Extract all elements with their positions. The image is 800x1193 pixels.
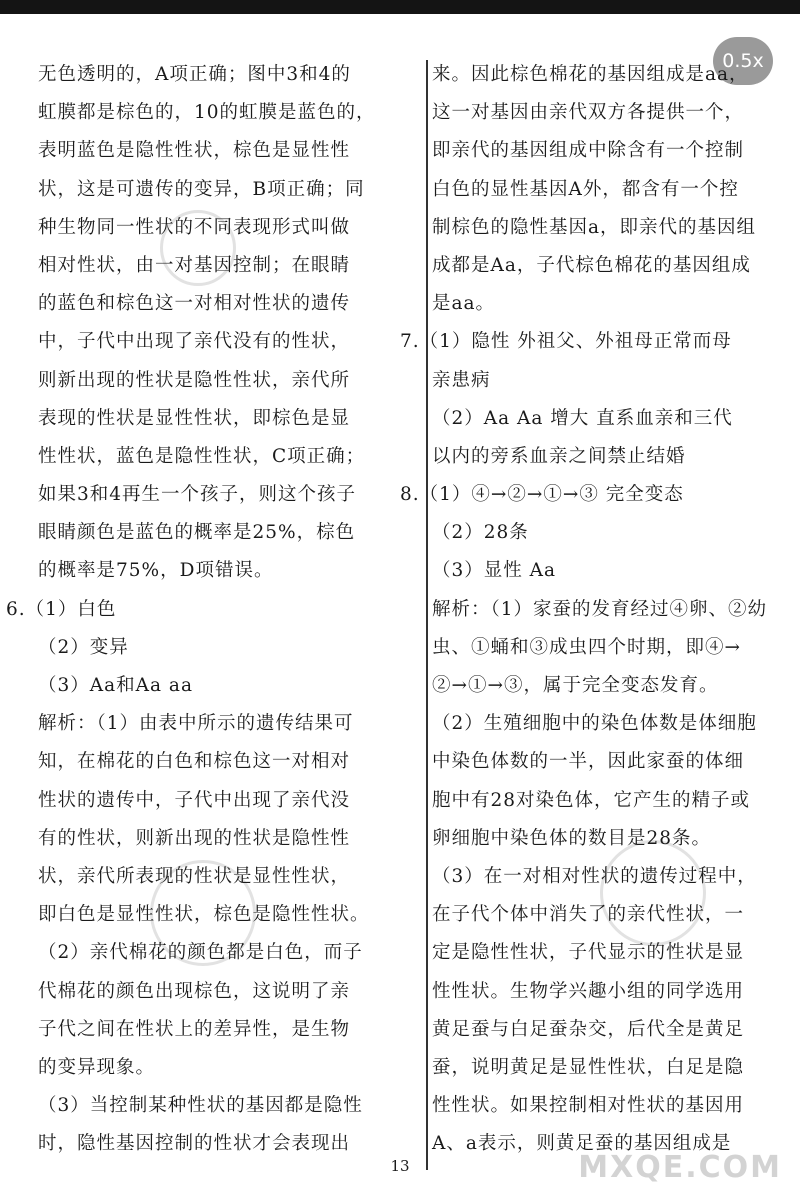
text-line: 则新出现的性状是隐性性状，亲代所 — [38, 369, 351, 391]
text-line: 状，这是可遗传的变异，B项正确；同 — [38, 178, 365, 200]
text-line: 的概率是75%，D项错误。 — [38, 560, 274, 582]
explanation-line: 解析：（1）家蚕的发育经过④卵、②幼 — [432, 598, 768, 620]
explanation-line: 胞中有28对染色体，它产生的精子或 — [432, 789, 751, 811]
text-line: 成都是Aa，子代棕色棉花的基因组成 — [432, 254, 751, 276]
explanation-line: ②→①→③，属于完全变态发育。 — [432, 675, 719, 696]
text-line: 的蓝色和棕色这一对相对性状的遗传 — [38, 293, 351, 315]
text-line: 如果3和4再生一个孩子，则这个孩子 — [38, 484, 357, 506]
question-8-answer-2: （2）28条 — [432, 522, 529, 544]
explanation-line: 知，在棉花的白色和棕色这一对相对 — [38, 751, 351, 773]
explanation-line: 定是隐性性状，子代显示的性状是显 — [432, 942, 745, 964]
text-line: 制棕色的隐性基因a，即亲代的基因组 — [432, 216, 757, 238]
text-line: 是aa。 — [432, 293, 496, 315]
text-line: 种生物同一性状的不同表现形式叫做 — [38, 216, 351, 238]
question-6-answer-3: （3）Aa和Aa aa — [38, 675, 193, 696]
left-column — [6, 56, 400, 1163]
explanation-line: 卵细胞中染色体的数目是28条。 — [432, 827, 712, 849]
explanation-line: A、a表示，则黄足蚕的基因组成是 — [432, 1133, 732, 1155]
text-line: 这一对基因由亲代双方各提供一个， — [432, 102, 745, 124]
explanation-line: （2）生殖细胞中的染色体数是体细胞 — [432, 713, 757, 735]
question-8-answer-1: 8.（1）④→②→①→③ 完全变态 — [400, 484, 684, 506]
text-line: 无色透明的，A项正确；图中3和4的 — [38, 64, 351, 85]
explanation-line: 有的性状，则新出现的性状是隐性性 — [38, 827, 351, 849]
text-line: 表现的性状是显性性状，即棕色是显 — [38, 407, 351, 429]
text-line: 以内的旁系血亲之间禁止结婚 — [432, 445, 686, 467]
explanation-line: 解析：（1）由表中所示的遗传结果可 — [38, 713, 354, 735]
question-6-answer-2: （2）变异 — [38, 636, 129, 658]
explanation-line: （3）当控制某种性状的基因都是隐性 — [38, 1095, 363, 1117]
explanation-line: （3）在一对相对性状的遗传过程中， — [432, 865, 757, 887]
question-7-answer-1: 7.（1）隐性 外祖父、外祖母正常而母 — [400, 331, 732, 353]
explanation-line: 代棉花的颜色出现棕色，这说明了亲 — [38, 980, 351, 1002]
explanation-line: 的变异现象。 — [38, 1056, 156, 1078]
explanation-line: 虫、①蛹和③成虫四个时期，即④→ — [432, 636, 742, 658]
text-line: 亲患病 — [432, 369, 491, 391]
question-7-answer-2: （2）Aa Aa 增大 直系血亲和三代 — [432, 407, 733, 429]
explanation-line: 性性状。生物学兴趣小组的同学选用 — [432, 980, 745, 1002]
explanation-line: 在子代个体中消失了的亲代性状，一 — [432, 904, 745, 926]
explanation-line: 中染色体数的一半，因此家蚕的体细 — [432, 751, 745, 773]
explanation-line: 蚕，说明黄足是显性性状，白足是隐 — [432, 1056, 745, 1078]
explanation-line: 黄足蚕与白足蚕杂交，后代全是黄足 — [432, 1018, 745, 1040]
explanation-line: （2）亲代棉花的颜色都是白色，而子 — [38, 942, 363, 964]
text-line: 白色的显性基因A外，都含有一个控 — [432, 178, 739, 200]
explanation-line: 子代之间在性状上的差异性，是生物 — [38, 1018, 351, 1040]
text-line: 中，子代中出现了亲代没有的性状， — [38, 331, 351, 353]
text-line: 相对性状，由一对基因控制；在眼睛 — [38, 254, 351, 276]
right-column — [400, 56, 777, 1163]
explanation-line: 即白色是显性性状，棕色是隐性性状。 — [38, 904, 370, 926]
question-6-answer-1: 6.（1）白色 — [6, 598, 117, 620]
top-bar — [0, 0, 800, 14]
question-8-answer-3: （3）显性 Aa — [432, 560, 557, 582]
text-line: 虹膜都是棕色的，10的虹膜是蓝色的， — [38, 102, 376, 124]
page-number: 13 — [390, 1157, 410, 1175]
text-line: 性性状，蓝色是隐性性状，C项正确； — [38, 445, 366, 467]
explanation-line: 时，隐性基因控制的性状才会表现出 — [38, 1133, 351, 1155]
column-divider — [426, 60, 428, 1170]
text-line: 即亲代的基因组成中除含有一个控制 — [432, 140, 745, 162]
text-line: 眼睛颜色是蓝色的概率是25%，棕色 — [38, 522, 356, 544]
text-line: 来。因此棕色棉花的基因组成是aa， — [432, 64, 749, 85]
explanation-line: 性状的遗传中，子代中出现了亲代没 — [38, 789, 351, 811]
site-watermark: MXQE.COM — [578, 1150, 782, 1185]
explanation-line: 状，亲代所表现的性状是显性性状， — [38, 865, 351, 887]
explanation-line: 性性状。如果控制相对性状的基因用 — [432, 1095, 745, 1117]
zoom-badge[interactable]: 0.5x — [713, 37, 773, 85]
text-line: 表明蓝色是隐性性状，棕色是显性性 — [38, 140, 351, 162]
